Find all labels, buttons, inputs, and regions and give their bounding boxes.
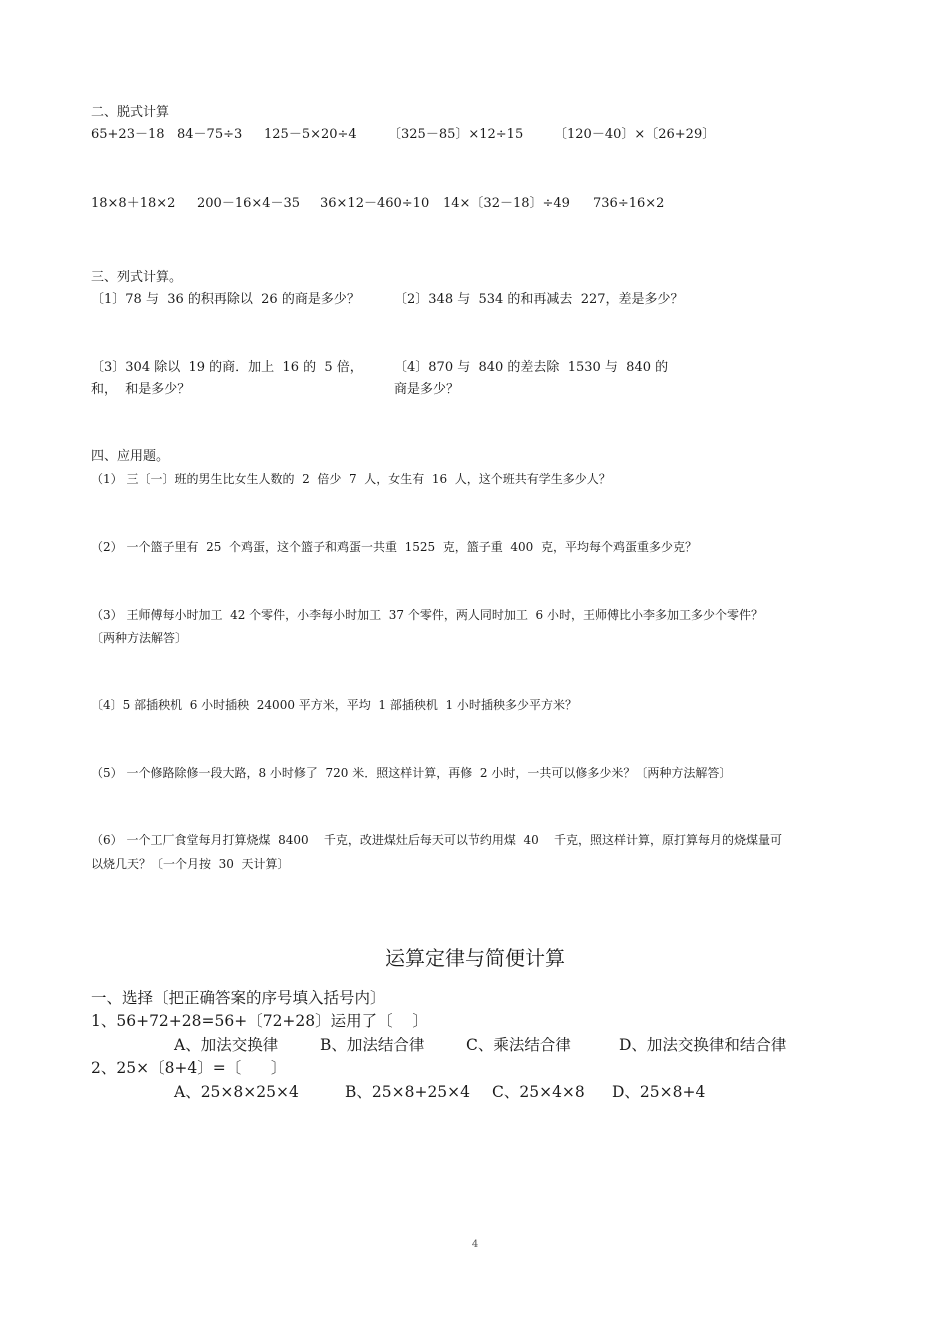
page-number: 4	[471, 1239, 479, 1250]
calc-expression: 36×12－460÷10	[320, 196, 430, 211]
option-b: B、25×8+25×4	[345, 1083, 471, 1101]
option-a: A、加法交换律	[174, 1036, 279, 1054]
question-item-continued: 和， 和是多少？	[91, 382, 191, 397]
calc-expression: 125－5×20÷4	[264, 127, 357, 142]
option-d: D、加法交换律和结合律	[619, 1036, 787, 1054]
question-item: 〔2〕348 与 534 的和再减去 227，差是多少？	[394, 292, 684, 307]
calc-expression: 84－75÷3	[177, 127, 243, 142]
question-item: 〔1〕78 与 36 的积再除以 26 的商是多少？	[91, 292, 360, 307]
option-c: C、25×4×8	[492, 1083, 585, 1101]
option-b: B、加法结合律	[320, 1036, 425, 1054]
question-item: （1） 三〔一〕班的男生比女生人数的 2 倍少 7 人，女生有 16 人，这个班共有学生多少人？	[91, 472, 611, 486]
calc-expression: 736÷16×2	[593, 196, 665, 211]
question-item-continued: 〔两种方法解答〕	[91, 631, 188, 645]
option-a: A、25×8×25×4	[174, 1083, 299, 1101]
question-item: 2、25×〔8+4〕=〔 〕	[91, 1059, 287, 1077]
calc-expression: 〔120－40〕×〔26+29〕	[554, 127, 716, 142]
option-c: C、乘法结合律	[466, 1036, 571, 1054]
page-title: 运算定律与简便计算	[385, 946, 565, 970]
calc-expression: 18×8＋18×2	[91, 196, 176, 211]
section2-heading: 二、脱式计算	[91, 105, 170, 120]
question-item-continued: 以烧几天？〔一个月按 30 天计算〕	[91, 857, 290, 871]
question-item-continued: 商是多少？	[394, 382, 460, 397]
section-heading: 一、选择〔把正确答案的序号填入括号内〕	[91, 989, 386, 1007]
question-item: （6） 一个工厂食堂每月打算烧煤 8400 千克，改进煤灶后每天可以节约用煤 40 千克，照这样计算，原打算每月的烧煤量可	[91, 833, 783, 847]
calc-expression: 65+23－18	[91, 127, 165, 142]
question-item: （5） 一个修路除修一段大路，8 小时修了 720 米．照这样计算，再修 2 小时，一共可以修多少米？〔两种方法解答〕	[91, 766, 732, 780]
question-item: 〔4〕870 与 840 的差去除 1530 与 840 的	[394, 360, 669, 375]
question-item: 〔4〕5 部插秧机 6 小时插秧 24000 平方米，平均 1 部插秧机 1 小时插秧多少平方米？	[91, 698, 577, 712]
section4-heading: 四、应用题。	[91, 449, 170, 464]
question-item: （3） 王师傅每小时加工 42 个零件，小李每小时加工 37 个零件，两人同时加工 6 小时，王师傅比小李多加工多少个零件？	[91, 608, 763, 622]
calc-expression: 200－16×4－35	[197, 196, 301, 211]
question-item: 1、56+72+28=56+〔72+28〕运用了〔 〕	[91, 1012, 428, 1030]
option-d: D、25×8+4	[612, 1083, 706, 1101]
section3-heading: 三、列式计算。	[91, 270, 183, 285]
question-item: （2） 一个篮子里有 25 个鸡蛋，这个篮子和鸡蛋一共重 1525 克，篮子重 400 克，平均每个鸡蛋重多少克？	[91, 540, 697, 554]
calc-expression: 14×〔32－18〕÷49	[443, 196, 570, 211]
calc-expression: 〔325－85〕×12÷15	[388, 127, 524, 142]
question-item: 〔3〕304 除以 19 的商．加上 16 的 5 倍，	[91, 360, 363, 375]
